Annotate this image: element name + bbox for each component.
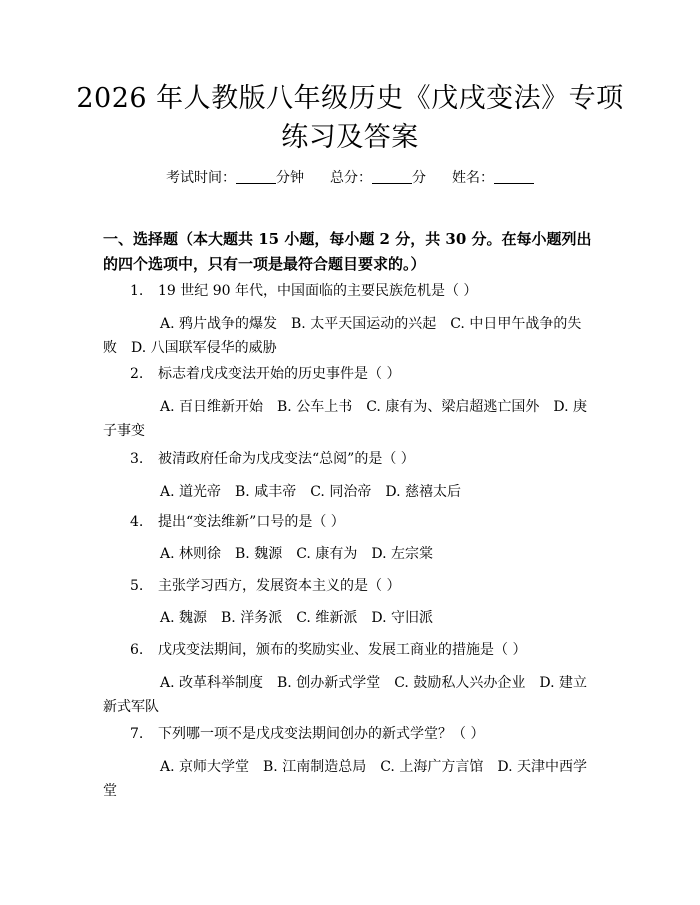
- document-title-line-1: 2026 年人教版八年级历史《戊戌变法》专项: [76, 83, 624, 114]
- option-d: D. 慈禧太后: [385, 484, 461, 500]
- question-stem: 提出“变法维新”口号的是（ ）: [158, 514, 345, 530]
- option-c: C. 同治帝: [310, 484, 372, 500]
- question-1-options: [103, 312, 600, 360]
- question-1: [130, 281, 600, 301]
- option-c: C. 上海广方言馆: [380, 759, 484, 775]
- question-4: [130, 512, 600, 532]
- question-number: 5.: [130, 578, 144, 594]
- question-6: [130, 640, 600, 660]
- question-3: [130, 449, 600, 469]
- exam-time-unit: 分钟: [276, 170, 304, 186]
- question-stem: 主张学习西方，发展资本主义的是（ ）: [158, 578, 401, 594]
- question-3-options: [103, 480, 600, 504]
- question-stem: 下列哪一项不是戊戌变法期间创办的新式学堂？（ ）: [158, 726, 485, 742]
- question-6-options: [103, 671, 600, 719]
- option-a: A. 道光帝: [160, 484, 222, 500]
- question-7: [130, 724, 600, 744]
- question-stem: 19 世纪 90 年代，中国面临的主要民族危机是（ ）: [158, 283, 478, 299]
- section-heading-multiple-choice: 一、选择题（本大题共 15 小题，每小题 2 分，共 30 分。在每小题列出的四个选项中，只有一项是最符合题目要求的。）: [103, 230, 592, 273]
- question-number: 2.: [130, 366, 144, 382]
- option-a: A. 改革科举制度: [160, 675, 264, 691]
- option-b: B. 咸丰帝: [235, 484, 297, 500]
- question-number: 1.: [130, 283, 144, 299]
- exam-time-label: 考试时间：: [166, 170, 236, 186]
- option-d: D. 左宗棠: [371, 546, 433, 562]
- question-stem: 被清政府任命为戊戌变法“总阅”的是（ ）: [158, 451, 415, 467]
- option-a: A. 魏源: [160, 610, 208, 626]
- option-b: B. 太平天国运动的兴起: [291, 316, 437, 332]
- document-title-line-2: 练习及答案: [281, 122, 419, 153]
- question-number: 7.: [130, 726, 144, 742]
- option-a: A. 百日维新开始: [160, 399, 264, 415]
- exam-time-blank: [236, 169, 276, 184]
- option-c: C. 维新派: [296, 610, 358, 626]
- question-stem: 标志着戊戌变法开始的历史事件是（ ）: [158, 366, 401, 382]
- question-5-options: [103, 606, 600, 630]
- question-number: 3.: [130, 451, 144, 467]
- option-a: A. 京师大学堂: [160, 759, 250, 775]
- question-4-options: [103, 542, 600, 566]
- option-c: C. 康有为、梁启超逃亡国外: [366, 399, 540, 415]
- option-d: D. 庚子事变: [103, 399, 587, 439]
- exam-info-line: [0, 168, 700, 188]
- option-d: D. 八国联军侵华的威胁: [131, 340, 277, 356]
- option-d: D. 守旧派: [371, 610, 433, 626]
- option-d: D. 建立新式军队: [103, 675, 587, 715]
- option-b: B. 洋务派: [221, 610, 283, 626]
- option-c: C. 鼓励私人兴办企业: [394, 675, 526, 691]
- question-2-options: [103, 395, 600, 443]
- option-b: B. 魏源: [235, 546, 283, 562]
- question-7-options: [103, 755, 600, 803]
- student-name-label: 姓名：: [452, 170, 494, 186]
- total-score-blank: [372, 169, 412, 184]
- option-a: A. 林则徐: [160, 546, 222, 562]
- question-number: 4.: [130, 514, 144, 530]
- option-c: C. 中日甲午战争的失败: [103, 316, 582, 356]
- student-name-blank: [494, 169, 534, 184]
- question-number: 6.: [130, 642, 144, 658]
- option-c: C. 康有为: [296, 546, 358, 562]
- option-d: D. 天津中西学堂: [103, 759, 587, 799]
- question-5: [130, 576, 600, 596]
- total-score-label: 总分：: [330, 170, 372, 186]
- total-score-unit: 分: [412, 170, 426, 186]
- question-2: [130, 364, 600, 384]
- option-b: B. 江南制造总局: [263, 759, 367, 775]
- option-b: B. 公车上书: [277, 399, 353, 415]
- option-b: B. 创办新式学堂: [277, 675, 381, 691]
- question-stem: 戊戌变法期间，颁布的奖励实业、发展工商业的措施是（ ）: [158, 642, 527, 658]
- option-a: A. 鸦片战争的爆发: [160, 316, 278, 332]
